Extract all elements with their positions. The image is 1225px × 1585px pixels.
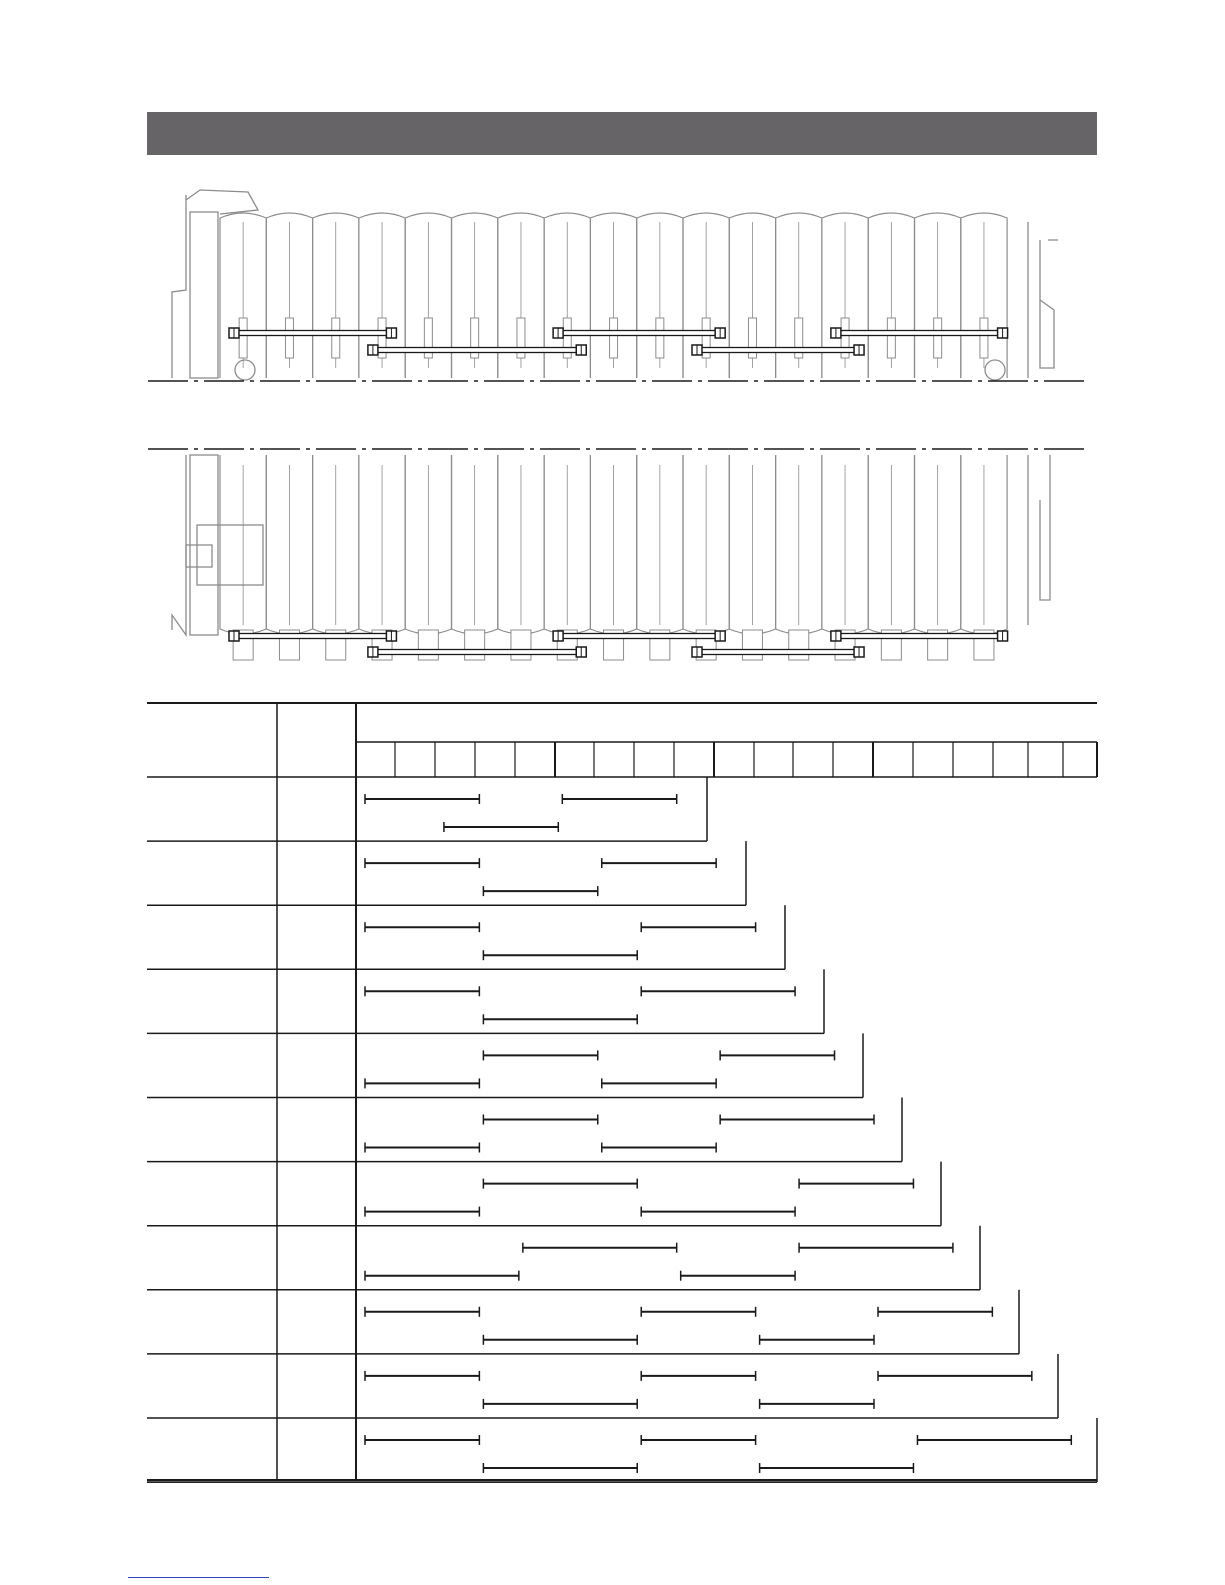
- tie-rod: [836, 331, 1003, 336]
- section-lug: [332, 318, 340, 358]
- front-foot-wheel: [235, 360, 255, 380]
- front-end-outline: [172, 195, 186, 378]
- footer-rule: [128, 1577, 269, 1578]
- section-lug: [887, 318, 895, 358]
- section-lug: [239, 318, 247, 358]
- section-lug: [656, 318, 664, 358]
- tie-rod: [836, 634, 1003, 639]
- front-section-body: [190, 212, 218, 378]
- section-lug: [285, 318, 293, 358]
- tie-rod: [373, 650, 581, 655]
- section-foot: [742, 630, 762, 660]
- tie-rod-layout-table: [147, 703, 1097, 1482]
- section-lug: [980, 318, 988, 358]
- tie-rod: [697, 650, 859, 655]
- burner-mount-plate: [197, 525, 263, 585]
- section-lug: [934, 318, 942, 358]
- rear-end-outline: [1028, 455, 1050, 625]
- section-foot: [789, 630, 809, 660]
- tie-rod: [558, 331, 720, 336]
- section-foot: [418, 630, 438, 660]
- section-foot: [511, 630, 531, 660]
- rear-end-outline: [1028, 222, 1058, 378]
- front-flange-top: [186, 190, 258, 214]
- tie-rod: [234, 331, 391, 336]
- section-foot: [465, 630, 485, 660]
- boiler-top-view-drawing: [148, 190, 1090, 381]
- rear-foot-wheel: [985, 360, 1005, 380]
- section-lug: [610, 318, 618, 358]
- tie-rod: [558, 634, 720, 639]
- boiler-bottom-view-drawing: [148, 449, 1090, 660]
- tie-rod: [697, 348, 859, 353]
- tie-rod: [234, 634, 391, 639]
- front-end-outline: [172, 455, 186, 635]
- tie-rod: [373, 348, 581, 353]
